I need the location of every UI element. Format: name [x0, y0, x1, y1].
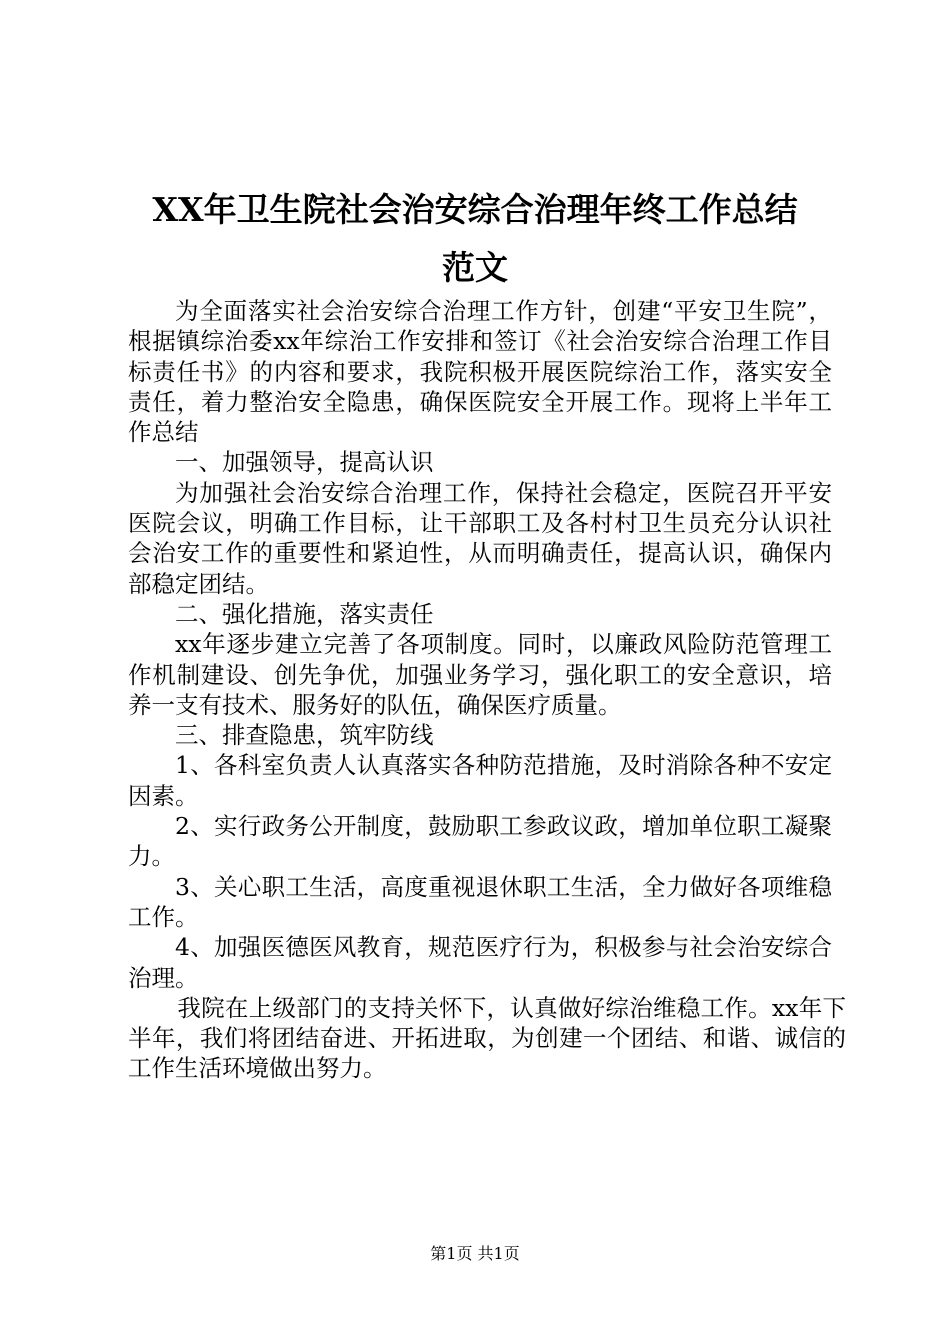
document-title: XX年卫生院社会治安综合治理年终工作总结 — [152, 190, 798, 229]
page-number-footer: 第1页 共1页 — [430, 1244, 520, 1263]
list-item: 1、各科室负责人认真落实各种防范措施，及时消除各种不安定因素。 — [128, 751, 832, 810]
section-heading-1: 一、加强领导，提高认识 — [175, 448, 434, 477]
closing-paragraph: 我院在上级部门的支持关怀下，认真做好综治维稳工作。xx年下半年，我们将团结奋进、开拓进取，为创建一个团结、和谐、诚信的工作生活环境做出努力。 — [128, 993, 846, 1083]
section-heading-3: 三、排查隐患，筑牢防线 — [175, 721, 434, 750]
list-item: 4、加强医德医风教育，规范医疗行为，积极参与社会治安综合治理。 — [128, 933, 832, 992]
list-item: 3、关心职工生活，高度重视退休职工生活，全力做好各项维稳工作。 — [128, 872, 832, 931]
intro-paragraph: 为全面落实社会治安综合治理工作方针，创建“平安卫生院”，根据镇综治委xx年综治工作安排和签订《社会治安综合治理工作目标责任书》的内容和要求，我院积极开展医院综治工作，落实安全责任，着力整治安全隐患，确保医院安全开展工作。现将上半年工作总结 — [128, 297, 832, 447]
document-title-continued: 范文 — [442, 248, 508, 287]
section-1-paragraph: 为加强社会治安综合治理工作，保持社会稳定，医院召开平安医院会议，明确工作目标，让干部职工及各村村卫生员充分认识社会治安工作的重要性和紧迫性，从而明确责任，提高认识，确保内部稳定团结。 — [128, 478, 832, 598]
list-item: 2、实行政务公开制度，鼓励职工参政议政，增加单位职工凝聚力。 — [128, 812, 832, 871]
section-2-paragraph: xx年逐步建立完善了各项制度。同时，以廉政风险防范管理工作机制建设、创先争优，加强业务学习，强化职工的安全意识，培养一支有技术、服务好的队伍，确保医疗质量。 — [128, 630, 832, 719]
document-body — [128, 296, 846, 1084]
section-heading-2: 二、强化措施，落实责任 — [175, 599, 434, 628]
